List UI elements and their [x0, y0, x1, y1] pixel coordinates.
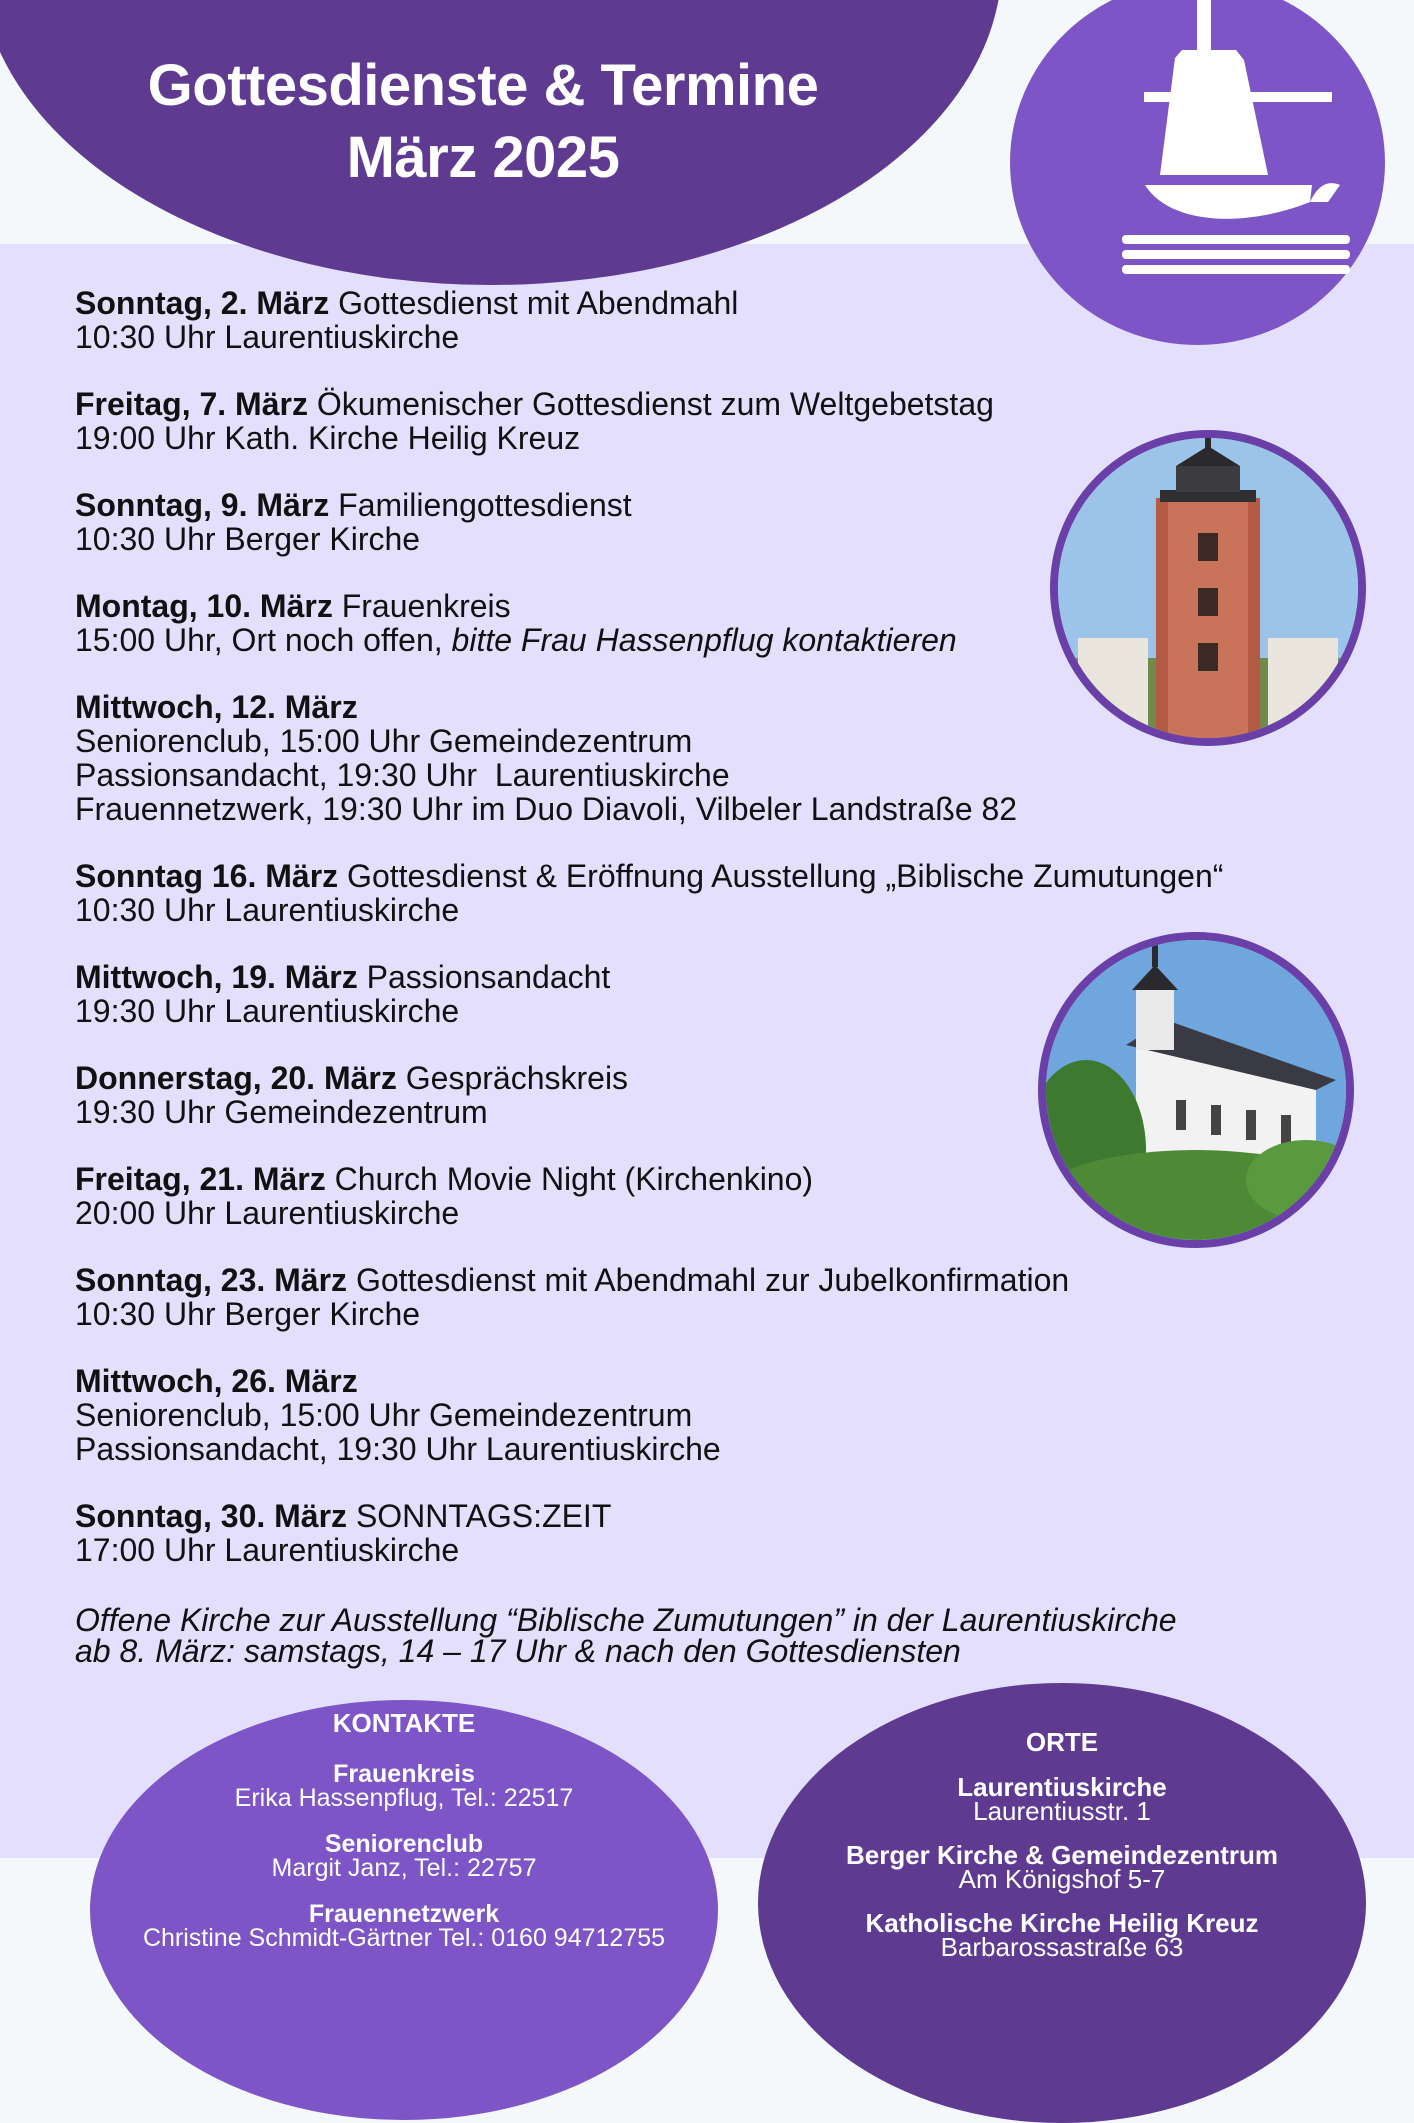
event-detail: Seniorenclub, 15:00 Uhr Gemeindezentrum — [75, 1397, 693, 1433]
event-date: Sonntag, 9. März — [75, 487, 330, 523]
event-title: Gottesdienst mit Abendmahl zur Jubelkonfirmation — [347, 1262, 1070, 1298]
event-item — [75, 690, 1375, 826]
event-item — [75, 286, 1375, 354]
event-detail: 19:30 Uhr Gemeindezentrum — [75, 1094, 488, 1130]
contact-person: Christine Schmidt-Gärtner Tel.: 0160 94712755 — [142, 1924, 666, 1952]
event-detail: 10:30 Uhr Laurentiuskirche — [75, 892, 460, 928]
event-title: Gesprächskreis — [396, 1060, 629, 1096]
exhibition-note — [75, 1602, 1177, 1669]
event-date: Freitag, 21. März — [75, 1161, 326, 1197]
event-date: Mittwoch, 19. März — [75, 959, 358, 995]
event-title: Gottesdienst mit Abendmahl — [329, 285, 739, 321]
page-title-line2: März 2025 — [346, 125, 620, 190]
event-detail: Passionsandacht, 19:30 Uhr Laurentiuskirche — [75, 1431, 721, 1467]
contact-group-title: Frauenkreis — [333, 1760, 475, 1788]
event-detail: 15:00 Uhr, Ort noch offen, — [75, 622, 452, 658]
event-item — [75, 859, 1375, 927]
event-item — [75, 387, 1375, 455]
event-detail: Passionsandacht, 19:30 Uhr Laurentiuskirche — [75, 757, 730, 793]
event-title: Frauenkreis — [332, 588, 511, 624]
event-detail: 10:30 Uhr Berger Kirche — [75, 521, 421, 557]
places-heading: ORTE — [1025, 1727, 1099, 1757]
event-item — [75, 1364, 1375, 1466]
event-item — [75, 1263, 1375, 1331]
event-date: Freitag, 7. März — [75, 386, 308, 422]
event-detail: Seniorenclub, 15:00 Uhr Gemeindezentrum — [75, 723, 693, 759]
event-title: Passionsandacht — [357, 959, 611, 995]
event-detail: 10:30 Uhr Laurentiuskirche — [75, 319, 460, 355]
event-title: Ökumenischer Gottesdienst zum Weltgebetstag — [307, 386, 994, 422]
event-date: Sonntag, 30. März — [75, 1498, 348, 1534]
event-title: Familiengottesdienst — [329, 487, 632, 523]
event-detail: 19:00 Uhr Kath. Kirche Heilig Kreuz — [75, 420, 581, 456]
event-date: Sonntag, 23. März — [75, 1262, 348, 1298]
contacts-section — [90, 1708, 718, 1972]
event-date: Sonntag, 2. März — [75, 285, 330, 321]
event-detail: 19:30 Uhr Laurentiuskirche — [75, 993, 460, 1029]
event-title: SONNTAGS:ZEIT — [347, 1498, 612, 1534]
exhibition-note-line1: Offene Kirche zur Ausstellung “Biblische Zumutungen” in der Laurentiuskirche — [75, 1602, 1177, 1638]
places-section — [758, 1727, 1366, 1979]
event-date: Mittwoch, 12. März — [75, 689, 358, 725]
place-name: Laurentiuskirche — [957, 1772, 1167, 1802]
event-note: bitte Frau Hassenpflug kontaktieren — [451, 622, 957, 658]
event-detail: Frauennetzwerk, 19:30 Uhr im Duo Diavoli, Vilbeler Landstraße 82 — [75, 791, 1018, 827]
page-title — [0, 50, 966, 194]
event-list — [75, 286, 1375, 1600]
event-date: Donnerstag, 20. März — [75, 1060, 397, 1096]
page-title-line1: Gottesdienste & Termine — [147, 53, 819, 118]
place-address: Barbarossastraße 63 — [940, 1932, 1184, 1962]
place-address: Laurentiusstr. 1 — [973, 1796, 1151, 1826]
event-item — [75, 1061, 1375, 1129]
place-address: Am Königshof 5-7 — [958, 1864, 1166, 1894]
event-detail: 20:00 Uhr Laurentiuskirche — [75, 1195, 460, 1231]
event-detail: 10:30 Uhr Berger Kirche — [75, 1296, 421, 1332]
event-date: Montag, 10. März — [75, 588, 333, 624]
event-item — [75, 1499, 1375, 1567]
event-item — [75, 488, 1375, 556]
place-name: Katholische Kirche Heilig Kreuz — [865, 1908, 1259, 1938]
event-item — [75, 589, 1375, 657]
contact-group-title: Frauennetzwerk — [308, 1900, 500, 1928]
contacts-heading: KONTAKTE — [332, 1708, 476, 1738]
event-detail: 17:00 Uhr Laurentiuskirche — [75, 1532, 460, 1568]
event-title: Church Movie Night (Kirchenkino) — [325, 1161, 814, 1197]
contact-person: Erika Hassenpflug, Tel.: 22517 — [234, 1784, 574, 1812]
event-item — [75, 960, 1375, 1028]
exhibition-note-line2: ab 8. März: samstags, 14 – 17 Uhr & nach den Gottesdiensten — [75, 1633, 961, 1669]
event-date: Sonntag 16. März — [75, 858, 339, 894]
event-date: Mittwoch, 26. März — [75, 1363, 358, 1399]
contact-person: Margit Janz, Tel.: 22757 — [271, 1854, 537, 1882]
event-title: Gottesdienst & Eröffnung Ausstellung „Biblische Zumutungen“ — [338, 858, 1224, 894]
contact-group-title: Seniorenclub — [324, 1830, 484, 1858]
place-name: Berger Kirche & Gemeindezentrum — [845, 1840, 1278, 1870]
event-item — [75, 1162, 1375, 1230]
